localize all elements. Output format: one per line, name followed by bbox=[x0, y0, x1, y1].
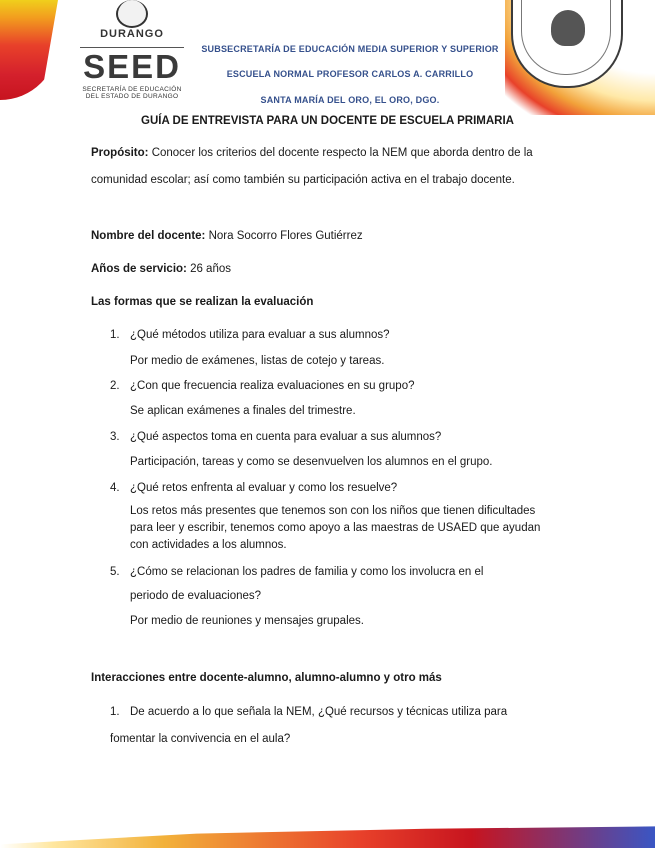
header-line-1: SUBSECRETARÍA DE EDUCACIÓN MEDIA SUPERIOR Y SUPERIOR bbox=[201, 44, 499, 54]
question-number: 4. bbox=[110, 482, 120, 494]
crest-icon bbox=[116, 0, 148, 28]
seed-logo bbox=[76, 0, 188, 105]
question-number: 2. bbox=[110, 380, 120, 392]
question-text: ¿Qué retos enfrenta al evaluar y como los resuelve? bbox=[130, 482, 398, 494]
logo-subtitle-line-2: DEL ESTADO DE DURANGO bbox=[85, 93, 179, 100]
purpose-paragraph bbox=[91, 140, 561, 193]
logo-seed-text: SEED bbox=[83, 48, 181, 85]
decorative-footer-band bbox=[0, 824, 655, 848]
question-number: 1. bbox=[110, 329, 120, 341]
service-years-line bbox=[91, 256, 561, 283]
question-number: 5. bbox=[110, 566, 120, 578]
section-heading-interactions: Interacciones entre docente-alumno, alumno-alumno y otro más bbox=[91, 672, 442, 684]
answer-text: Los retos más presentes que tenemos son con los niños que tienen dificultades para leer y escribir, tenemos como apoyo a las maestras de USAED que ayudan con actividades a los alumnos. bbox=[130, 505, 541, 551]
question-text: ¿Qué aspectos toma en cuenta para evaluar a sus alumnos? bbox=[130, 431, 442, 443]
logo-durango-text: DURANGO bbox=[100, 28, 164, 40]
eagle-icon bbox=[551, 10, 585, 46]
teacher-value: Nora Socorro Flores Gutiérrez bbox=[205, 230, 363, 242]
logo-subtitle-line-1: SECRETARÍA DE EDUCACIÓN bbox=[82, 86, 182, 93]
teacher-name-line bbox=[91, 223, 561, 250]
question-text: ¿Con que frecuencia realiza evaluaciones en su grupo? bbox=[130, 380, 415, 392]
decorative-corner-left bbox=[0, 0, 58, 100]
document-title: GUÍA DE ENTREVISTA PARA UN DOCENTE DE ESCUELA PRIMARIA bbox=[141, 115, 514, 127]
answer-text: Se aplican exámenes a finales del trimestre. bbox=[130, 405, 356, 417]
question-number: 1. bbox=[110, 706, 120, 718]
question-text-line-2: periodo de evaluaciones? bbox=[130, 590, 262, 602]
purpose-text: Conocer los criterios del docente respecto la NEM que aborda dentro de la comunidad escolar; así como también su participación activa en el trabajo docente. bbox=[91, 147, 533, 186]
teacher-label: Nombre del docente: bbox=[91, 230, 206, 242]
question-text-line-2: fomentar la convivencia en el aula? bbox=[110, 733, 291, 745]
answer-text: Por medio de exámenes, listas de cotejo y tareas. bbox=[130, 355, 385, 367]
question-text-line-1: De acuerdo a lo que señala la NEM, ¿Qué recursos y técnicas utiliza para bbox=[130, 706, 508, 718]
answer-text: Participación, tareas y como se desenvuelven los alumnos en el grupo. bbox=[130, 456, 493, 468]
question-text-line-1: ¿Cómo se relacionan los padres de familia y como los involucra en el bbox=[130, 566, 484, 578]
question-number: 3. bbox=[110, 431, 120, 443]
logo-subtitle bbox=[76, 86, 188, 100]
section-heading-evaluation: Las formas que se realizan la evaluación bbox=[91, 296, 314, 308]
answer-text: Por medio de reuniones y mensajes grupales. bbox=[130, 615, 364, 627]
header-line-2: ESCUELA NORMAL PROFESOR CARLOS A. CARRILLO bbox=[226, 69, 474, 79]
purpose-label: Propósito: bbox=[91, 147, 149, 159]
service-label: Años de servicio: bbox=[91, 263, 187, 275]
question-text: ¿Qué métodos utiliza para evaluar a sus alumnos? bbox=[130, 329, 390, 341]
service-value: 26 años bbox=[186, 263, 231, 275]
header-line-3: SANTA MARÍA DEL ORO, EL ORO, DGO. bbox=[260, 95, 440, 105]
